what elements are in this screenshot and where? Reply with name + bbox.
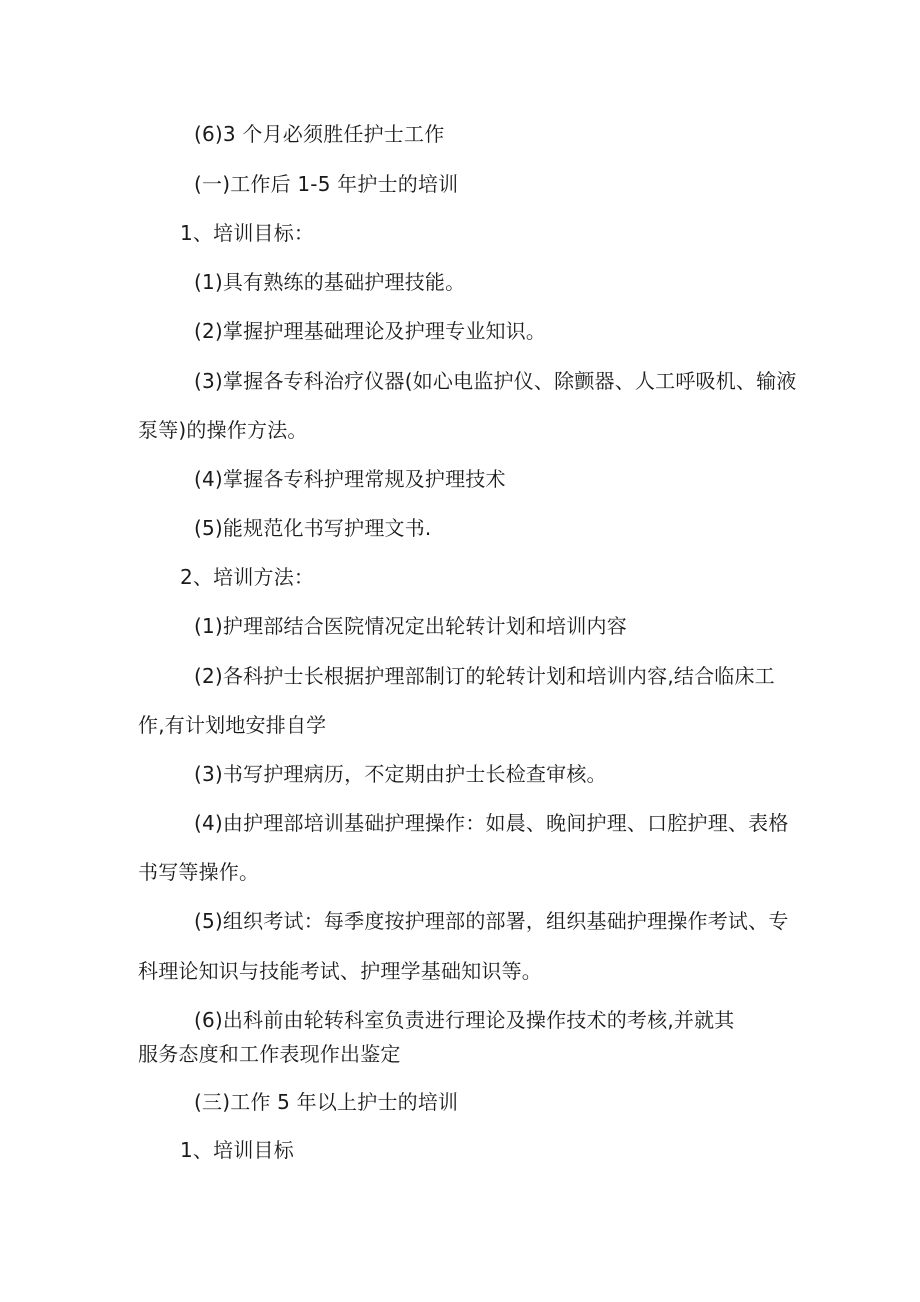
text-line-method-4-cont: 书写等操作。 (138, 860, 260, 884)
section-heading-5-plus-years: (三)工作 5 年以上护士的培训 (194, 1090, 459, 1114)
text-line-goal-2: (2)掌握护理基础理论及护理专业知识。 (194, 319, 547, 343)
text-line-method-3: (3)书写护理病历，不定期由护士长检查审核。 (194, 762, 607, 786)
text-line-method-5-cont: 科理论知识与技能考试、护理学基础知识等。 (138, 959, 542, 983)
subheading-training-goals-2: 1、培训目标 (180, 1138, 294, 1162)
text-line-method-6-cont: 服务态度和工作表现作出鉴定 (138, 1042, 401, 1066)
text-line-method-5: (5)组织考试：每季度按护理部的部署，组织基础护理操作考试、专 (194, 909, 789, 933)
section-heading-1-5-years: (一)工作后 1-5 年护士的培训 (194, 172, 459, 196)
text-line-goal-5: (5)能规范化书写护理文书. (194, 516, 432, 540)
text-line-goal-3-cont: 泵等)的操作方法。 (138, 418, 308, 442)
text-line-goal-1: (1)具有熟练的基础护理技能。 (194, 270, 466, 294)
text-line-method-2-cont: 作,有计划地安排自学 (138, 713, 327, 737)
text-line-method-1: (1)护理部结合医院情况定出轮转计划和培训内容 (194, 614, 627, 638)
subheading-training-goals: 1、培训目标： (180, 221, 315, 245)
text-line-method-2: (2)各科护士长根据护理部制订的轮转计划和培训内容,结合临床工 (194, 664, 775, 688)
text-line-method-6: (6)出科前由轮转科室负责进行理论及操作技术的考核,并就其 (194, 1008, 735, 1032)
text-line-goal-3: (3)掌握各专科治疗仪器(如心电监护仪、除颤器、人工呼吸机、输液 (194, 369, 797, 393)
text-line-goal-4: (4)掌握各专科护理常规及护理技术 (194, 467, 506, 491)
text-line-item-6-competent: (6)3 个月必须胜任护士工作 (194, 122, 445, 146)
text-line-method-4: (4)由护理部培训基础护理操作：如晨、晚间护理、口腔护理、表格 (194, 811, 789, 835)
subheading-training-methods: 2、培训方法： (180, 565, 315, 589)
